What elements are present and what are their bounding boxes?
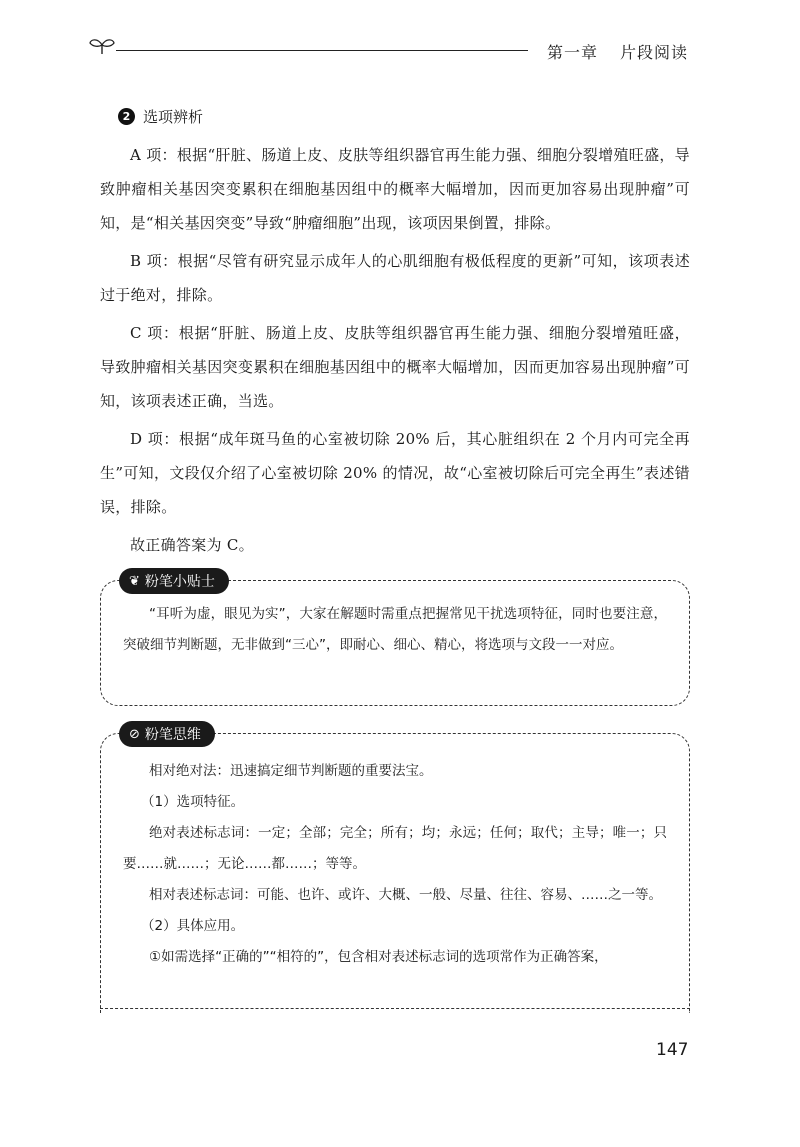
running-header [88, 28, 688, 68]
pencil-icon: ⊘ [129, 726, 140, 742]
paragraph-answer: 故正确答案为 C。 [130, 536, 254, 554]
analysis-body [100, 138, 690, 562]
mind-label [119, 721, 215, 747]
chapter-number: 第一章 [546, 43, 598, 62]
section-number-badge: 2 [118, 108, 135, 125]
section-heading [118, 106, 203, 127]
chapter-name: 片段阅读 [619, 43, 688, 62]
tip-paragraph: “耳听为虚，眼见为实”，大家在解题时需重点把握常见干扰选项特征，同时也要注意，突破细节判断题，无非做到“三心”，即耐心、细心、精心，将选项与文段一一对应。 [123, 606, 667, 653]
tip-text [123, 599, 667, 661]
tip-label [119, 568, 229, 594]
mind-label-text: 粉笔思维 [144, 727, 201, 743]
mind-line: 相对绝对法：迅速搞定细节判断题的重要法宝。 [149, 763, 433, 779]
sprout-icon: ❦ [129, 573, 140, 589]
paragraph-option-c: C 项：根据“肝脏、肠道上皮、皮肤等组织器官再生能力强、细胞分裂增殖旺盛，导致肿瘤相关基因突变累积在细胞基因组中的概率大幅增加，因而更加容易出现肿瘤”可知，该项表述正确，当选。 [100, 324, 690, 410]
tip-label-text: 粉笔小贴士 [144, 574, 215, 590]
tip-box [100, 573, 690, 706]
sprout-icon [88, 36, 116, 56]
mind-line: 绝对表述标志词：一定；全部；完全；所有；均；永远；任何；取代；主导；唯一；只要……就……；无论……都……；等等。 [123, 825, 667, 872]
paragraph-option-b: B 项：根据“尽管有研究显示成年人的心肌细胞有极低程度的更新”可知，该项表述过于绝对，排除。 [100, 252, 690, 304]
paragraph-option-a: A 项：根据“肝脏、肠道上皮、皮肤等组织器官再生能力强、细胞分裂增殖旺盛，导致肿瘤相关基因突变累积在细胞基因组中的概率大幅增加，因而更加容易出现肿瘤”可知，是“相关基因突变”导致“肿瘤细胞”出现，该项因果倒置，排除。 [100, 146, 690, 232]
header-rule [116, 50, 528, 51]
mind-text [123, 756, 667, 973]
mind-line: ①如需选择“正确的”“相符的”，包含相对表述标志词的选项常作为正确答案， [149, 949, 608, 965]
mind-line: 相对表述标志词：可能、也许、或许、大概、一般、尽量、往往、容易、……之一等。 [149, 887, 662, 903]
section-title: 选项辨析 [143, 108, 204, 126]
page-number: 147 [656, 1040, 689, 1060]
mind-line: （1）选项特征。 [141, 794, 245, 810]
paragraph-option-d: D 项：根据“成年斑马鱼的心室被切除 20% 后，其心脏组织在 2 个月内可完全再生”可知，文段仅介绍了心室被切除 20% 的情况，故“心室被切除后可完全再生”表述错误，排除。 [100, 430, 690, 516]
chapter-title [547, 40, 688, 63]
mind-line: （2）具体应用。 [141, 918, 245, 934]
mind-box-bottom-rule [100, 1008, 690, 1009]
mind-box [100, 726, 690, 1013]
